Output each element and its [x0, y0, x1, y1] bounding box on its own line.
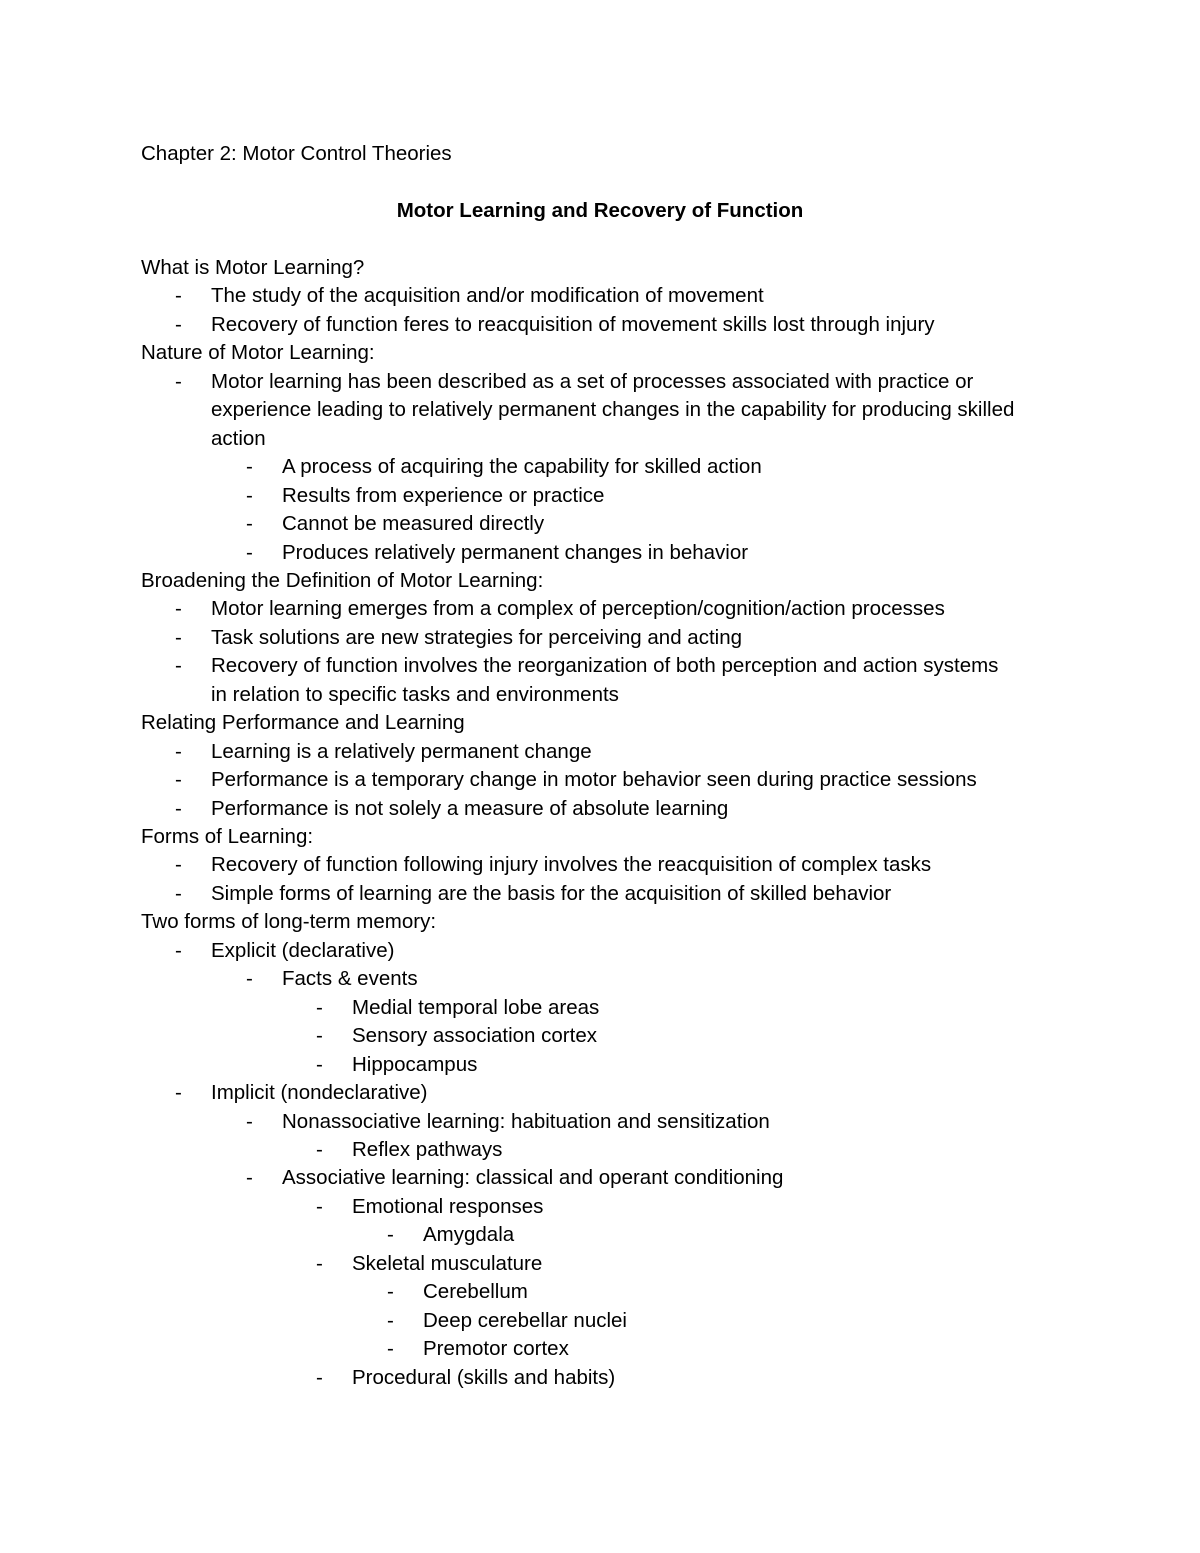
line-text: Task solutions are new strategies for perceiving and acting: [211, 625, 743, 649]
bullet-dash: -: [246, 540, 253, 564]
line-text: Broadening the Definition of Motor Learning:: [141, 568, 544, 592]
line-text: Reflex pathways: [352, 1137, 503, 1161]
bullet-dash: -: [316, 1194, 323, 1218]
line-text: Procedural (skills and habits): [352, 1365, 616, 1389]
bullet-dash: -: [175, 312, 182, 336]
bullet-dash: -: [246, 512, 253, 536]
document-title: Motor Learning and Recovery of Function: [396, 199, 804, 222]
line-text: Explicit (declarative): [211, 938, 395, 962]
line-text: Motor learning has been described as a set of processes associated with practice or: [211, 369, 974, 393]
bullet-dash: -: [316, 1365, 323, 1389]
bullet-dash: -: [316, 1251, 323, 1275]
line-text: Learning is a relatively permanent change: [211, 739, 592, 763]
line-text: Premotor cortex: [423, 1337, 569, 1361]
line-text: Hippocampus: [352, 1052, 478, 1076]
bullet-dash: -: [175, 597, 182, 621]
line-text: Cannot be measured directly: [282, 512, 545, 536]
bullet-dash: -: [175, 625, 182, 649]
line-text: Relating Performance and Learning: [141, 711, 465, 735]
line-text: Medial temporal lobe areas: [352, 995, 600, 1019]
line-text: Performance is not solely a measure of absolute learning: [211, 796, 729, 820]
bullet-dash: -: [316, 1137, 323, 1161]
bullet-dash: -: [316, 995, 323, 1019]
line-text: Facts & events: [282, 967, 418, 991]
bullet-dash: -: [175, 938, 182, 962]
line-text: Simple forms of learning are the basis for the acquisition of skilled behavior: [211, 881, 892, 905]
line-text: Amygdala: [423, 1223, 515, 1247]
bullet-dash: -: [246, 483, 253, 507]
bullet-dash: -: [246, 1166, 253, 1190]
bullet-dash: -: [387, 1337, 394, 1361]
line-text: Nonassociative learning: habituation and sensitization: [282, 1109, 770, 1133]
bullet-dash: -: [175, 768, 182, 792]
line-text: Skeletal musculature: [352, 1251, 543, 1275]
line-text: Cerebellum: [423, 1280, 528, 1304]
line-text: experience leading to relatively permanent changes in the capability for producing skilled: [211, 398, 1015, 422]
bullet-dash: -: [387, 1308, 394, 1332]
line-text: What is Motor Learning?: [141, 256, 365, 279]
line-text: Two forms of long-term memory:: [141, 910, 437, 934]
bullet-dash: -: [316, 1024, 323, 1048]
chapter-heading: Chapter 2: Motor Control Theories: [141, 142, 452, 165]
bullet-dash: -: [175, 369, 182, 393]
line-text: Recovery of function involves the reorganization of both perception and action systems: [211, 654, 999, 678]
line-text: action: [211, 426, 266, 450]
line-text: Implicit (nondeclarative): [211, 1081, 428, 1105]
bullet-dash: -: [175, 796, 182, 820]
bullet-dash: -: [175, 654, 182, 678]
line-text: A process of acquiring the capability for skilled action: [282, 455, 762, 479]
line-text: Recovery of function feres to reacquisition of movement skills lost through injury: [211, 312, 935, 336]
line-text: in relation to specific tasks and environments: [211, 682, 619, 706]
bullet-dash: -: [246, 455, 253, 479]
bullet-dash: -: [316, 1052, 323, 1076]
bullet-dash: -: [175, 284, 182, 308]
line-text: Associative learning: classical and operant conditioning: [282, 1166, 784, 1190]
line-text: The study of the acquisition and/or modification of movement: [211, 284, 764, 308]
line-text: Sensory association cortex: [352, 1024, 597, 1048]
bullet-dash: -: [246, 967, 253, 991]
line-text: Results from experience or practice: [282, 483, 605, 507]
line-text: Forms of Learning:: [141, 825, 314, 848]
line-text: Deep cerebellar nuclei: [423, 1308, 627, 1332]
bullet-dash: -: [246, 1109, 253, 1133]
bullet-dash: -: [175, 1081, 182, 1105]
line-text: Produces relatively permanent changes in behavior: [282, 540, 749, 564]
bullet-dash: -: [175, 881, 182, 905]
line-text: Motor learning emerges from a complex of perception/cognition/action processes: [211, 597, 945, 621]
line-text: Nature of Motor Learning:: [141, 341, 375, 365]
bullet-dash: -: [387, 1280, 394, 1304]
bullet-dash: -: [175, 739, 182, 763]
line-text: Recovery of function following injury involves the reacquisition of complex tasks: [211, 853, 932, 877]
bullet-dash: -: [175, 853, 182, 877]
bullet-dash: -: [387, 1223, 394, 1247]
line-text: Emotional responses: [352, 1194, 544, 1218]
line-text: Performance is a temporary change in motor behavior seen during practice sessions: [211, 768, 977, 792]
